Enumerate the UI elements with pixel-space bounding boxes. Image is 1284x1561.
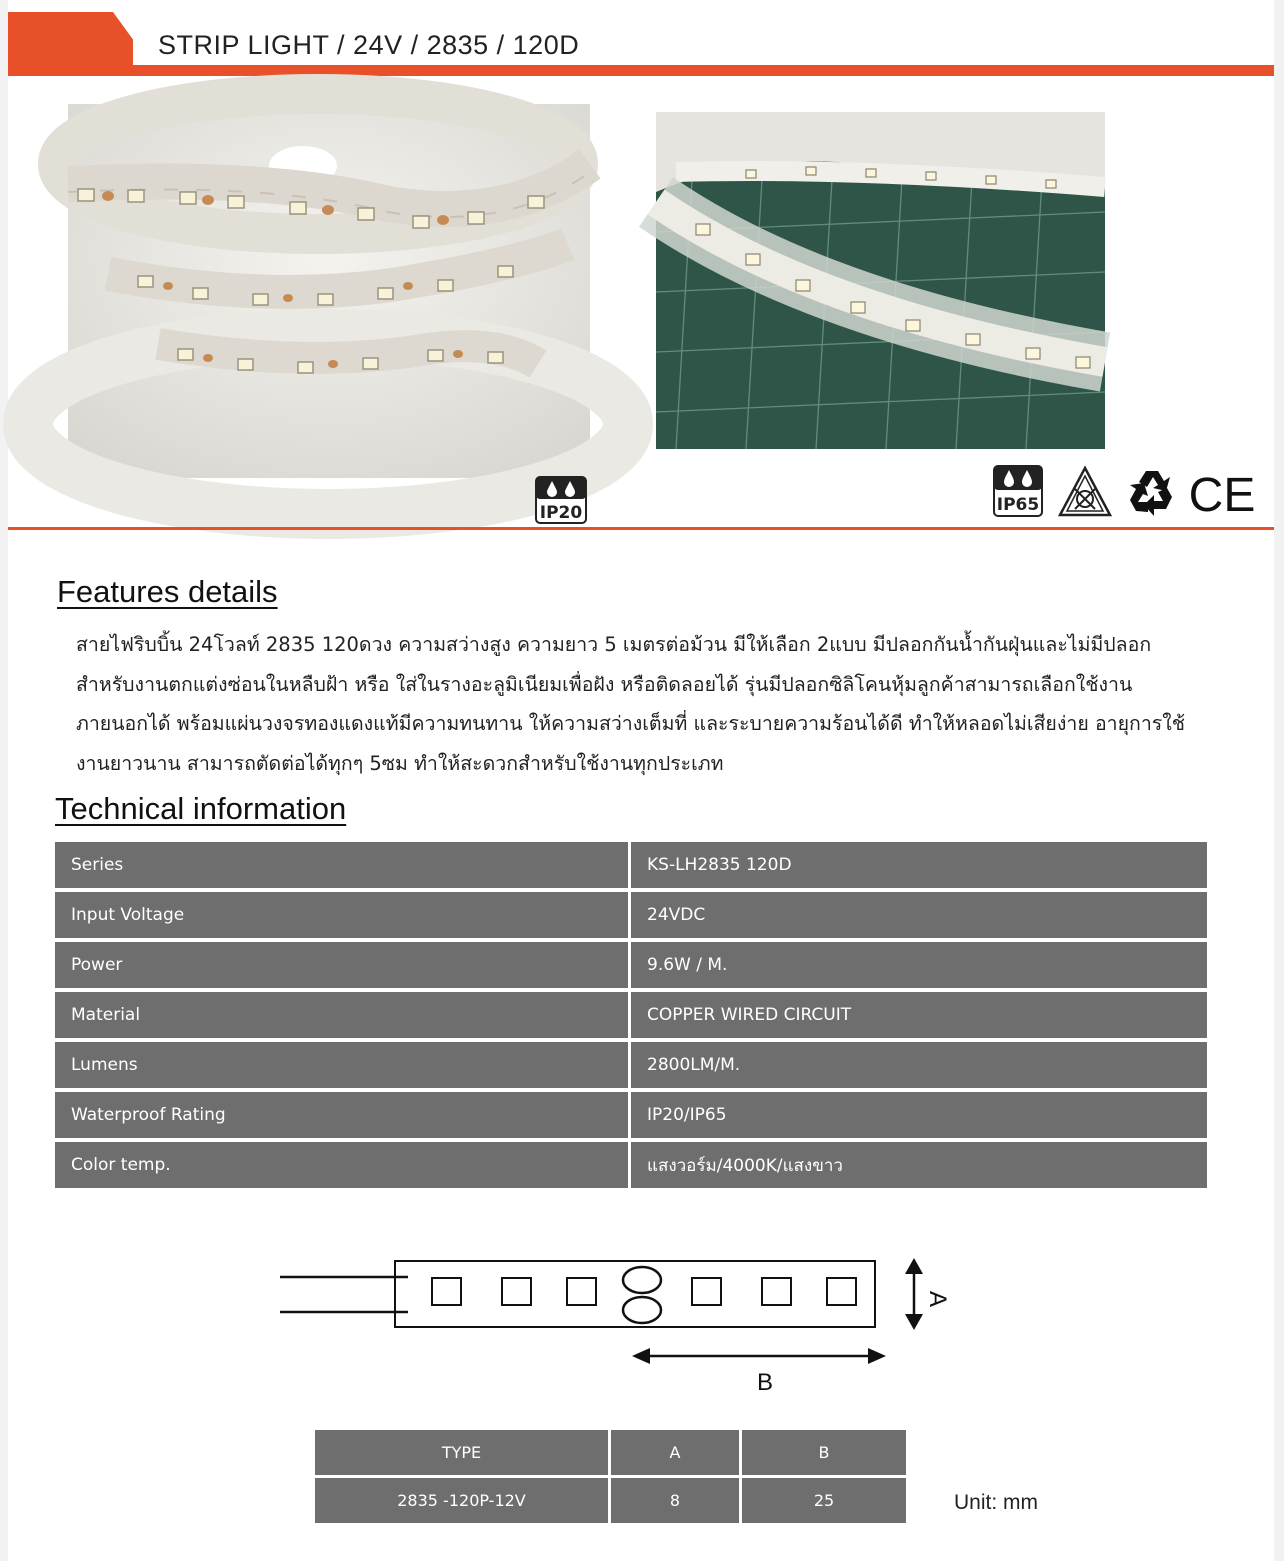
product-photo-reel: [68, 104, 590, 478]
dimension-table: [312, 1427, 909, 1526]
table-row: [55, 992, 1207, 1042]
dim-cell-a: 8: [611, 1478, 739, 1523]
dim-cell-b: 25: [742, 1478, 906, 1523]
spec-value: COPPER WIRED CIRCUIT: [631, 992, 1207, 1042]
strip-dimension-diagram: [278, 1250, 978, 1404]
spec-label: Waterproof Rating: [55, 1092, 631, 1142]
technical-heading: Technical information: [55, 791, 347, 826]
spec-value: แสงวอร์ม/4000K/แสงขาว: [631, 1142, 1207, 1192]
svg-text:IP65: IP65: [996, 495, 1040, 515]
spec-sheet-page: [8, 0, 1274, 1561]
ip65-icon: [993, 465, 1043, 521]
page-title: STRIP LIGHT / 24V / 2835 / 120D: [158, 30, 580, 60]
table-row: [55, 892, 1207, 942]
unit-label: Unit: mm: [954, 1491, 1038, 1514]
spec-label: Material: [55, 992, 631, 1042]
dim-cell-type: 2835 -120P-12V: [315, 1478, 608, 1523]
spec-value: 24VDC: [631, 892, 1207, 942]
table-row: [315, 1478, 906, 1523]
table-row: [55, 1042, 1207, 1092]
spec-table: [55, 842, 1207, 1192]
spec-value: KS-LH2835 120D: [631, 842, 1207, 892]
svg-text:A: A: [924, 1290, 951, 1308]
svg-text:B: B: [756, 1369, 774, 1396]
spec-label: Series: [55, 842, 631, 892]
spec-value: 9.6W / M.: [631, 942, 1207, 992]
dim-header-type: TYPE: [315, 1430, 608, 1475]
svg-text:IP20: IP20: [539, 503, 583, 523]
section-separator: [8, 527, 1274, 530]
table-row: [55, 942, 1207, 992]
spec-label: Lumens: [55, 1042, 631, 1092]
dim-header-a: A: [611, 1430, 739, 1475]
header-bar: [8, 65, 1274, 76]
recycle-icon: [1126, 467, 1178, 523]
features-body: สายไฟริบบิ้น 24โวลท์ 2835 120ดวง ความสว่างสูง ความยาว 5 เมตรต่อม้วน มีให้เลือก 2แบบ มีปลอกกันน้ำกันฝุ่นและไม่มีปลอก สำหรับงานตกแต่งซ่อนในหลืบฝ้า หรือ ใส่ในรางอะลูมิเนียมเพื่อฝัง หรือติดลอยได้ รุ่นมีปลอกซิลิโคนหุ้มลูกค้าสามารถเลือกใช้งานภายนอกได้ พร้อมแผ่นวงจรทองแดงแท้มีความทนทาน ให้ความสว่างเต็มที่ และระบายความร้อนได้ดี ทำให้หลอดไม่เสียง่าย อายุการใช้งานยาวนาน สามารถตัดต่อได้ทุกๆ 5ซม ทำให้สะดวกสำหรับใช้งานทุกประเภท: [76, 633, 1186, 775]
spec-value: IP20/IP65: [631, 1092, 1207, 1142]
no-cover-insulation-icon: [1057, 465, 1113, 523]
table-row: [55, 842, 1207, 892]
svg-text:CE: CE: [1188, 469, 1256, 522]
dim-header-b: B: [742, 1430, 906, 1475]
table-row: [55, 1092, 1207, 1142]
table-row: [55, 1142, 1207, 1192]
spec-label: Power: [55, 942, 631, 992]
features-heading: Features details: [57, 574, 278, 609]
spec-value: 2800LM/M.: [631, 1042, 1207, 1092]
ip20-icon: [535, 476, 587, 528]
spec-label: Color temp.: [55, 1142, 631, 1192]
product-photo-silicone: [656, 112, 1105, 449]
ce-mark-icon: [1188, 467, 1256, 523]
table-header-row: [315, 1430, 906, 1475]
spec-label: Input Voltage: [55, 892, 631, 942]
